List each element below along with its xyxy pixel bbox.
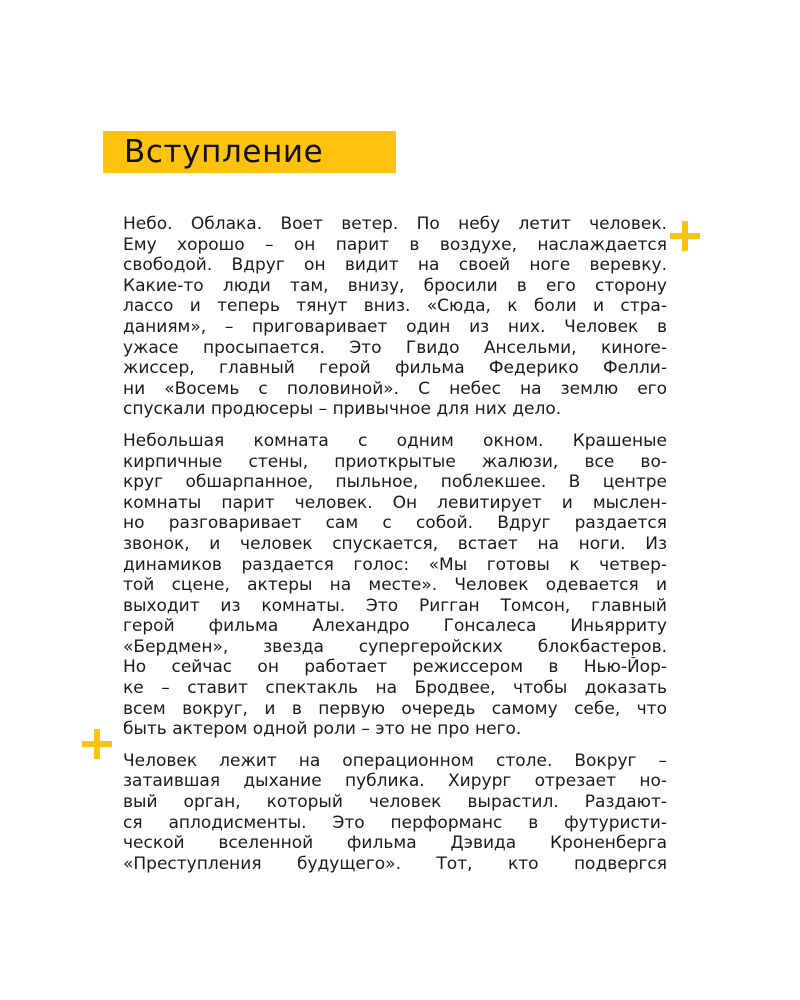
text-line: даниям», – приговаривает один из них. Человек в — [123, 316, 667, 337]
text-line: жиссер, главный герой фильма Федерико Фелли- — [123, 358, 667, 379]
plus-icon — [82, 729, 112, 759]
text-line: затаившая дыхание публика. Хирург отрезает но- — [123, 771, 667, 792]
text-line: кирпичные стены, приоткрытые жалюзи, все во- — [123, 451, 667, 472]
text-line: Небольшая комната с одним окном. Крашеные — [123, 430, 667, 451]
text-line: Ему хорошо – он парит в воздухе, наслаждается — [123, 234, 667, 255]
text-line: всем вокруг, и в первую очередь самому себе, что — [123, 698, 667, 719]
text-line: быть актером одной роли – это не про него. — [123, 719, 522, 740]
text-line: «Бердмен», звезда супергеройских блокбастеров. — [123, 636, 667, 657]
text-line: Человек лежит на операционном столе. Вокруг – — [123, 750, 667, 771]
text-line: свободой. Вдруг он видит на своей ноге веревку. — [123, 255, 667, 276]
text-line: ни «Восемь с половиной». С небес на землю его — [123, 378, 667, 399]
text-line: Но сейчас он работает режиссером в Нью-Йор- — [123, 657, 667, 678]
text-line: ке – ставит спектакль на Бродвее, чтобы доказать — [123, 678, 667, 699]
text-line: вый орган, который человек вырастил. Раздают- — [123, 792, 667, 813]
text-line: Небо. Облака. Воет ветер. По небу летит человек. — [123, 214, 667, 234]
text-line: ся аплодисменты. Это перформанс в футуристи- — [123, 812, 667, 833]
text-line: ческой вселенной фильма Дэвида Кроненберга — [123, 833, 667, 854]
chapter-title: Вступление — [103, 131, 396, 173]
text-line: лассо и теперь тянут вниз. «Сюда, к боли и стра- — [123, 296, 667, 317]
text-line: той сцене, актеры на месте». Человек одевается и — [123, 575, 667, 596]
text-line: спускали продюсеры – привычное для них дело. — [123, 399, 562, 420]
text-line: выходит из комнаты. Это Ригган Томсон, главный — [123, 595, 667, 616]
body-text — [123, 214, 667, 885]
text-line: Какие-то люди там, внизу, бросили в его сторону — [123, 275, 667, 296]
text-line: ужасе просыпается. Это Гвидо Ансельми, кинore- — [123, 337, 667, 358]
text-line: герой фильма Алехандро Гонсалеса Иньярриту — [123, 616, 667, 637]
text-line: комнаты парит человек. Он левитирует и мыслен- — [123, 492, 667, 513]
text-line: «Преступления будущего». Тот, кто подвергся — [123, 853, 667, 874]
text-line: звонок, и человек спускается, встает на ноги. Из — [123, 533, 667, 554]
text-line: круг обшарпанное, пыльное, поблекшее. В центре — [123, 472, 667, 493]
paragraph-1 — [123, 214, 667, 420]
plus-icon — [670, 221, 700, 251]
text-line: но разговаривает сам с собой. Вдруг раздается — [123, 513, 667, 534]
paragraph-3 — [123, 751, 667, 875]
text-line: динамиков раздается голос: «Мы готовы к четвер- — [123, 554, 667, 575]
paragraph-2 — [123, 431, 667, 740]
